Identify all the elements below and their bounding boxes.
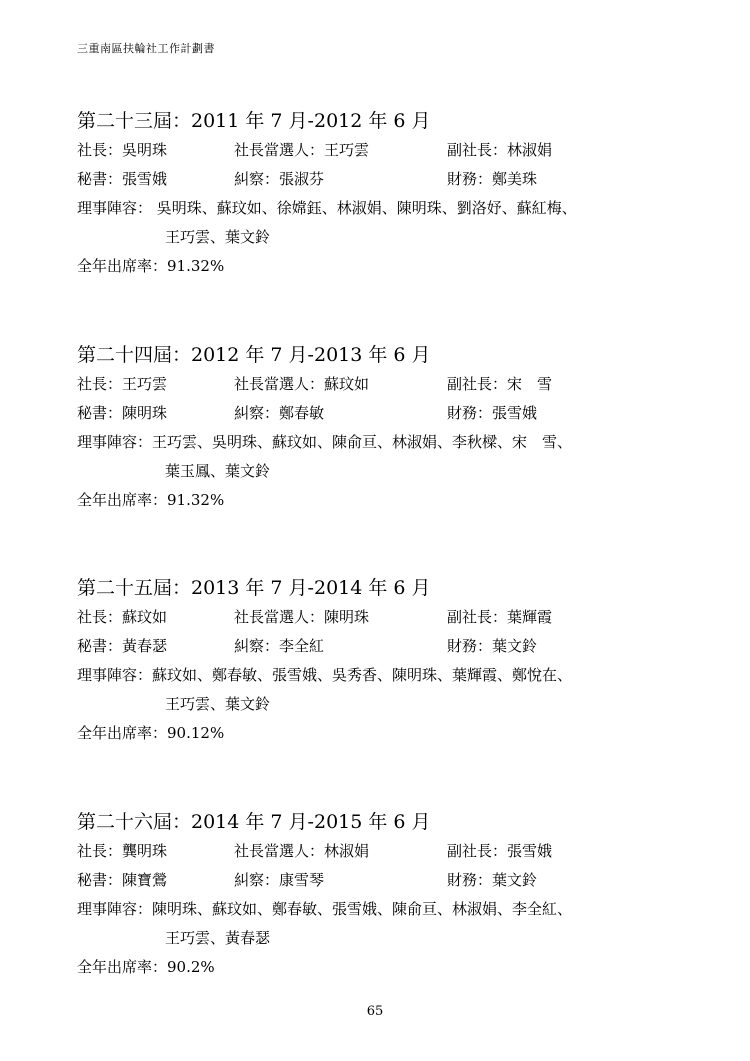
president-elect: 社長當選人：林淑娟 — [234, 842, 370, 860]
board-members-line-1: 理事陣容：蘇玟如、鄭春敏、張雪娥、吳秀香、陳明珠、葉輝霞、鄭悅在、 — [77, 666, 573, 684]
president-elect: 社長當選人：陳明珠 — [234, 608, 370, 626]
board-members-line-2: 葉玉鳳、葉文鈴 — [165, 462, 271, 480]
president-elect: 社長當選人：蘇玟如 — [234, 375, 370, 393]
term-title: 第二十三屆：2011 年 7 月-2012 年 6 月 — [77, 110, 431, 132]
attendance-rate: 全年出席率：91.32% — [77, 491, 225, 509]
officer-row-2 — [77, 399, 697, 428]
president-elect: 社長當選人：王巧雲 — [234, 141, 370, 159]
attendance-rate: 全年出席率：90.2% — [77, 958, 215, 976]
officer-row-1 — [77, 370, 697, 399]
board-members-line-1: 理事陣容：王巧雲、吳明珠、蘇玟如、陳俞亘、林淑娟、李秋樑、宋 雪、 — [77, 433, 573, 451]
vice-president: 副社長：宋 雪 — [447, 375, 553, 393]
president: 社長：蘇玟如 — [77, 608, 168, 626]
board-members-line-1: 理事陣容：陳明珠、蘇玟如、鄭春敏、張雪娥、陳俞亘、林淑娟、李全紅、 — [77, 900, 573, 918]
inspector: 糾察：李全紅 — [234, 637, 325, 655]
inspector: 糾察：張淑芬 — [234, 170, 325, 188]
officer-row-2 — [77, 165, 697, 194]
term-title: 第二十四屆：2012 年 7 月-2013 年 6 月 — [77, 344, 431, 366]
board-members-line-2: 王巧雲、葉文鈴 — [165, 695, 271, 713]
term-section-26 — [77, 807, 697, 982]
officer-row-1 — [77, 603, 697, 632]
president: 社長：王巧雲 — [77, 375, 168, 393]
secretary: 秘書：黃春瑟 — [77, 637, 168, 655]
treasurer: 財務：鄭美珠 — [447, 170, 538, 188]
board-members-line-1: 理事陣容： 吳明珠、蘇玟如、徐嫦鈺、林淑娟、陳明珠、劉洛妤、蘇紅梅、 — [77, 199, 577, 217]
officer-row-2 — [77, 632, 697, 661]
treasurer: 財務：葉文鈴 — [447, 637, 538, 655]
officer-row-2 — [77, 866, 697, 895]
page-number: 65 — [366, 1004, 384, 1019]
attendance-rate: 全年出席率：90.12% — [77, 724, 225, 742]
treasurer: 財務：葉文鈴 — [447, 871, 538, 889]
term-section-23 — [77, 106, 697, 281]
secretary: 秘書：張雪娥 — [77, 170, 168, 188]
president: 社長：吳明珠 — [77, 141, 168, 159]
president: 社長：龔明珠 — [77, 842, 168, 860]
officer-row-1 — [77, 837, 697, 866]
vice-president: 副社長：葉輝霞 — [447, 608, 553, 626]
term-section-25 — [77, 573, 697, 748]
term-title: 第二十六屆：2014 年 7 月-2015 年 6 月 — [77, 811, 431, 833]
term-section-24 — [77, 340, 697, 515]
board-members-line-2: 王巧雲、葉文鈴 — [165, 228, 271, 246]
inspector: 糾察：康雪琴 — [234, 871, 325, 889]
officer-row-1 — [77, 136, 697, 165]
inspector: 糾察：鄭春敏 — [234, 404, 325, 422]
board-members-line-2: 王巧雲、黃春瑟 — [165, 929, 271, 947]
attendance-rate: 全年出席率：91.32% — [77, 257, 225, 275]
vice-president: 副社長：林淑娟 — [447, 141, 553, 159]
document-header: 三重南區扶輪社工作計劃書 — [77, 42, 215, 55]
secretary: 秘書：陳明珠 — [77, 404, 168, 422]
term-title: 第二十五屆：2013 年 7 月-2014 年 6 月 — [77, 577, 431, 599]
treasurer: 財務：張雪娥 — [447, 404, 538, 422]
secretary: 秘書：陳寶鶯 — [77, 871, 168, 889]
vice-president: 副社長：張雪娥 — [447, 842, 553, 860]
